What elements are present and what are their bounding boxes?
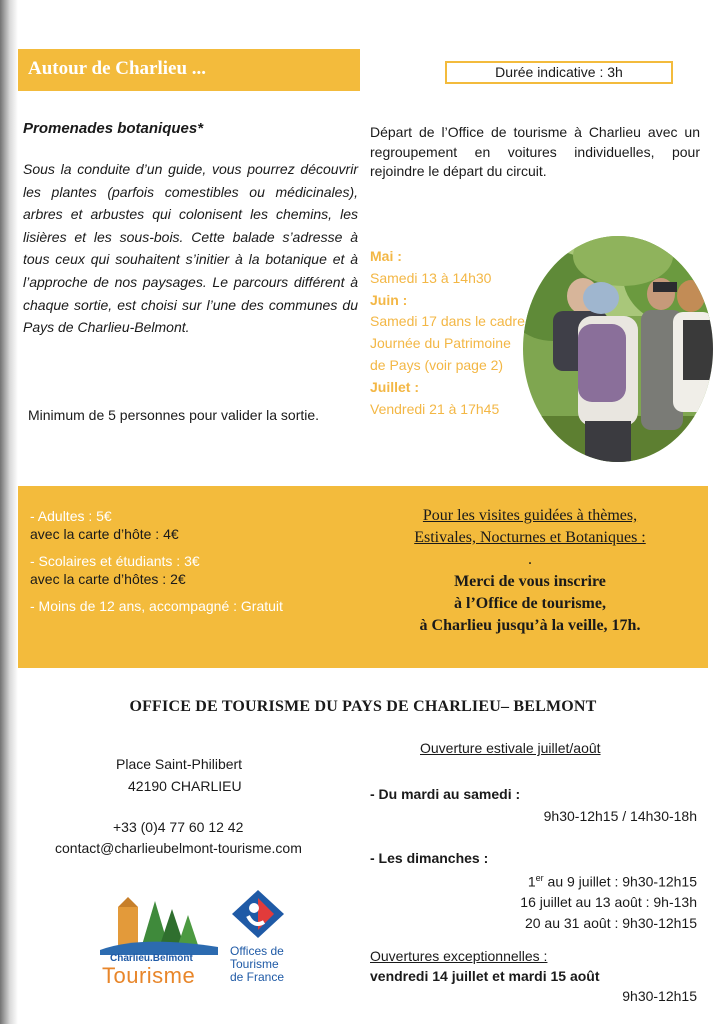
- price-item: [30, 507, 370, 543]
- logo1-main: Tourisme: [102, 963, 196, 988]
- weekday-label: - Du mardi au samedi :: [370, 786, 521, 802]
- visits-line: Estivales, Nocturnes et Botaniques :: [414, 529, 646, 546]
- logo2-line: de France: [230, 970, 285, 984]
- office-address: [116, 753, 242, 797]
- page-edge-shadow: [0, 0, 18, 1024]
- departure-text: Départ de l’Office de tourisme à Charlieu avec un regroupement en voitures individuelles, pour rejoindre le départ du circuit.: [370, 124, 700, 179]
- dates-list: [370, 246, 530, 420]
- date-month: Juillet :: [370, 378, 420, 395]
- visits-line: à l’Office de tourisme,: [454, 595, 606, 612]
- price-main: - Scolaires et étudiants : 3€: [30, 553, 200, 569]
- logo2-line: Offices de: [230, 944, 284, 958]
- logo2-line: Tourisme: [230, 957, 279, 971]
- exceptional-hours: 9h30-12h15: [622, 988, 697, 1004]
- sunday-hours-1: [528, 873, 697, 890]
- office-email[interactable]: contact@charlieubelmont-tourisme.com: [55, 840, 302, 856]
- sunday-1-prefix: 1: [527, 873, 536, 890]
- visits-line: Merci de vous inscrire: [454, 573, 606, 590]
- logo1-top: Charlieu.Belmont: [110, 953, 193, 964]
- hikers-illustration: [523, 236, 713, 462]
- weekday-hours: 9h30-12h15 / 14h30-18h: [543, 808, 697, 824]
- pricing-list: [30, 507, 370, 624]
- logo-trees-icon: [100, 895, 218, 955]
- office-phone[interactable]: +33 (0)4 77 60 12 42: [113, 819, 244, 835]
- address-line: Place Saint-Philibert: [116, 756, 243, 772]
- sunday-hours-3: 20 au 31 août : 9h30-12h15: [524, 915, 697, 931]
- price-card: avec la carte d’hôte : 4€: [30, 526, 179, 542]
- sunday-hours-2: 16 juillet au 13 août : 9h-13h: [520, 894, 697, 910]
- date-detail: Samedi 13 à 14h30: [370, 269, 492, 286]
- group-photo: [523, 236, 713, 462]
- sunday-label: - Les dimanches :: [370, 850, 489, 866]
- duration-badge: Durée indicative : 3h: [445, 61, 673, 84]
- page-title: Autour de Charlieu ...: [28, 58, 207, 79]
- date-detail: Samedi 17 dans le cadre Journée du Patrimoine de Pays (voir page 2): [370, 313, 525, 373]
- date-month: Mai :: [370, 248, 402, 264]
- minimum-text: Minimum de 5 personnes pour valider la sortie.: [28, 407, 320, 423]
- section-title: Promenades botaniques*: [23, 120, 204, 137]
- visits-line: Pour les visites guidées à thèmes,: [422, 507, 638, 524]
- visits-info: [372, 505, 688, 637]
- offices-de-tourisme-logo: [230, 888, 300, 988]
- date-detail: Vendredi 21 à 17h45: [370, 400, 500, 417]
- price-main: - Adultes : 5€: [30, 508, 112, 524]
- exceptional-title: Ouvertures exceptionnelles :: [370, 948, 548, 964]
- description-text: Sous la conduite d’un guide, vous pourrez découvrir les plantes (parfois comestibles ou médicinales), arbres et arbustes qui colonisent les chemins, les lisières et les sous-bois. Cette balade s’adresse à tous ceux qui souhaitent s’initier à la botanique et à l’approche de nos paysages. Le parcours différent à chaque sortie, est choisi sur l’une des communes du Pays de Charlieu-Belmont.: [23, 161, 358, 336]
- price-card: avec la carte d’hôtes : 2€: [30, 571, 186, 587]
- visits-dot: .: [528, 551, 532, 568]
- exceptional-days: vendredi 14 juillet et mardi 15 août: [370, 968, 600, 984]
- office-title: OFFICE DE TOURISME DU PAYS DE CHARLIEU– BELMONT: [129, 698, 597, 715]
- offices-diamond-icon: [230, 888, 286, 940]
- sunday-1-rest: au 9 juillet : 9h30-12h15: [543, 873, 697, 890]
- price-item: [30, 597, 370, 615]
- title-band: [18, 49, 360, 91]
- sunday-1-sup: er: [535, 873, 544, 883]
- visits-line: à Charlieu jusqu’à la veille, 17h.: [419, 617, 641, 634]
- price-item: [30, 552, 370, 588]
- hours-title: Ouverture estivale juillet/août: [420, 740, 601, 756]
- exceptional-openings: [370, 946, 600, 986]
- price-main: - Moins de 12 ans, accompagné : Gratuit: [30, 598, 283, 614]
- date-month: Juin :: [370, 291, 408, 308]
- charlieu-belmont-logo: [100, 895, 218, 987]
- address-line: 42190 CHARLIEU: [128, 778, 242, 794]
